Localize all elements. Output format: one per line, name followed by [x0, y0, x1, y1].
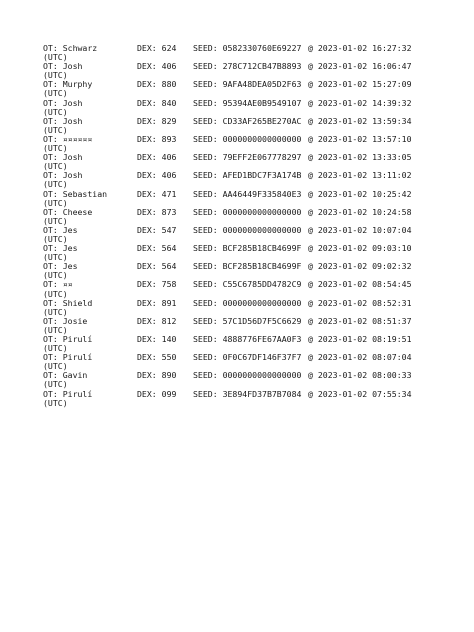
dex-number: DEX: 564: [137, 243, 177, 254]
log-entry: [43, 99, 443, 117]
timestamp: @ 2023-01-02 09:03:10: [308, 243, 412, 254]
dex-number: DEX: 564: [137, 261, 177, 272]
log-entry: [43, 153, 443, 171]
log-entry: [43, 117, 443, 135]
timestamp: @ 2023-01-02 08:54:45: [308, 279, 412, 290]
timezone-label: (UTC): [43, 397, 68, 408]
seed-value: SEED: AFED1BDC7F3A174B: [193, 170, 302, 181]
timestamp: @ 2023-01-02 07:55:34: [308, 388, 412, 399]
ot-name: OT: Josh: [43, 152, 83, 163]
seed-value: SEED: 0000000000000000: [193, 133, 302, 144]
seed-value: SEED: 4888776FE67AA0F3: [193, 334, 302, 344]
log-entry: [43, 226, 443, 244]
dex-number: DEX: 873: [137, 206, 177, 217]
timezone-label: (UTC): [43, 70, 68, 81]
ot-name: OT: Sebastian: [43, 188, 108, 199]
seed-value: SEED: C55C6785DD4782C9: [193, 279, 302, 290]
timestamp: @ 2023-01-02 10:25:42: [308, 188, 412, 199]
timezone-label: (UTC): [43, 215, 68, 226]
ot-name: OT: Jes: [43, 261, 78, 272]
log-entry: [43, 262, 443, 280]
dex-number: DEX: 829: [137, 115, 177, 126]
seed-value: SEED: 9AFA48DEA05D2F63: [193, 79, 302, 90]
dex-number: DEX: 406: [137, 170, 177, 181]
seed-value: SEED: 57C1D56D7F5C6629: [193, 315, 302, 326]
timezone-label: (UTC): [43, 252, 68, 263]
seed-value: SEED: 79EFF2E067778297: [193, 152, 302, 163]
ot-name: OT: Josh: [43, 170, 83, 181]
timestamp: @ 2023-01-02 09:02:32: [308, 261, 412, 272]
seed-value: SEED: 0000000000000000: [193, 206, 302, 217]
timestamp: @ 2023-01-02 08:00:33: [308, 370, 412, 381]
seed-value: SEED: AA46449F335840E3: [193, 188, 302, 199]
timestamp: @ 2023-01-02 10:24:58: [308, 206, 412, 217]
log-entry: [43, 371, 443, 389]
log-entry: [43, 317, 443, 335]
seed-value: SEED: 0F0C67DF146F37F7: [193, 352, 302, 363]
log-entry: [43, 171, 443, 189]
ot-name: OT: Schwarz: [43, 43, 98, 53]
timezone-label: (UTC): [43, 197, 68, 208]
ot-name: OT: Murphy: [43, 79, 93, 90]
dex-number: DEX: 406: [137, 152, 177, 163]
log-entry: [43, 335, 443, 353]
timestamp: @ 2023-01-02 08:51:37: [308, 315, 412, 326]
timestamp: @ 2023-01-02 08:52:31: [308, 297, 412, 308]
timestamp: @ 2023-01-02 16:06:47: [308, 61, 412, 72]
dex-number: DEX: 624: [137, 43, 177, 53]
timezone-label: (UTC): [43, 288, 68, 299]
seed-value: SEED: 0000000000000000: [193, 297, 302, 308]
log-entry: [43, 353, 443, 371]
ot-name: OT: Cheese: [43, 206, 93, 217]
dex-number: DEX: 758: [137, 279, 177, 290]
timezone-label: (UTC): [43, 270, 68, 281]
timestamp: @ 2023-01-02 13:59:34: [308, 115, 412, 126]
timezone-label: (UTC): [43, 324, 68, 335]
log-entry: [43, 44, 443, 62]
ot-name: OT: Jes: [43, 243, 78, 254]
log-entry: [43, 135, 443, 153]
dex-number: DEX: 406: [137, 61, 177, 72]
ot-name: OT: Josh: [43, 61, 83, 72]
ot-name: OT: Pirulí: [43, 352, 93, 363]
dex-number: DEX: 890: [137, 370, 177, 381]
log-entry: [43, 208, 443, 226]
dex-number: DEX: 099: [137, 388, 177, 399]
timezone-label: (UTC): [43, 343, 68, 354]
seed-value: SEED: BCF285B18CB4699F: [193, 243, 302, 254]
timezone-label: (UTC): [43, 124, 68, 135]
seed-value: SEED: CD33AF265BE270AC: [193, 115, 302, 126]
seed-value: SEED: 0000000000000000: [193, 370, 302, 381]
timestamp: @ 2023-01-02 08:07:04: [308, 352, 412, 363]
seed-value: SEED: 278C712CB47B8893: [193, 61, 302, 72]
timestamp: @ 2023-01-02 15:27:09: [308, 79, 412, 90]
log-entry: [43, 190, 443, 208]
timezone-label: (UTC): [43, 379, 68, 390]
dex-number: DEX: 140: [137, 334, 177, 344]
ot-name: OT: Josh: [43, 97, 83, 108]
ot-name: OT: Josh: [43, 115, 83, 126]
seed-value: SEED: 95394AE0B9549107: [193, 97, 302, 108]
log-entry: [43, 244, 443, 262]
ot-name: OT: Pirulí: [43, 334, 93, 344]
dex-number: DEX: 840: [137, 97, 177, 108]
dex-number: DEX: 812: [137, 315, 177, 326]
dex-number: DEX: 547: [137, 224, 177, 235]
log-entry: [43, 62, 443, 80]
timezone-label: (UTC): [43, 179, 68, 190]
dex-number: DEX: 471: [137, 188, 177, 199]
ot-name: OT: ¤¤¤¤¤¤: [43, 133, 93, 144]
timestamp: @ 2023-01-02 13:11:02: [308, 170, 412, 181]
log-entry: [43, 299, 443, 317]
timezone-label: (UTC): [43, 88, 68, 99]
seed-value: SEED: 0582330760E69227: [193, 43, 302, 53]
timezone-label: (UTC): [43, 106, 68, 117]
ot-name: OT: Shield: [43, 297, 93, 308]
log-entry: [43, 280, 443, 298]
dex-number: DEX: 880: [137, 79, 177, 90]
timestamp: @ 2023-01-02 13:33:05: [308, 152, 412, 163]
timestamp: @ 2023-01-02 08:19:51: [308, 334, 412, 344]
timezone-label: (UTC): [43, 143, 68, 154]
log-entry: [43, 390, 443, 408]
dex-number: DEX: 550: [137, 352, 177, 363]
timestamp: @ 2023-01-02 16:27:32: [308, 43, 412, 53]
seed-value: SEED: 0000000000000000: [193, 224, 302, 235]
timezone-label: (UTC): [43, 52, 68, 63]
timestamp: @ 2023-01-02 14:39:32: [308, 97, 412, 108]
dex-number: DEX: 891: [137, 297, 177, 308]
ot-name: OT: Jes: [43, 224, 78, 235]
timezone-label: (UTC): [43, 306, 68, 317]
ot-name: OT: ¤¤: [43, 279, 73, 290]
seed-value: SEED: BCF285B18CB4699F: [193, 261, 302, 272]
ot-name: OT: Gavin: [43, 370, 88, 381]
seed-value: SEED: 3E894FD37B7B7084: [193, 388, 302, 399]
trade-log-list: [43, 44, 443, 408]
log-entry: [43, 80, 443, 98]
timestamp: @ 2023-01-02 13:57:10: [308, 133, 412, 144]
timezone-label: (UTC): [43, 361, 68, 372]
timezone-label: (UTC): [43, 233, 68, 244]
timezone-label: (UTC): [43, 161, 68, 172]
ot-name: OT: Josie: [43, 315, 88, 326]
timestamp: @ 2023-01-02 10:07:04: [308, 224, 412, 235]
dex-number: DEX: 893: [137, 133, 177, 144]
ot-name: OT: Pirulí: [43, 388, 93, 399]
